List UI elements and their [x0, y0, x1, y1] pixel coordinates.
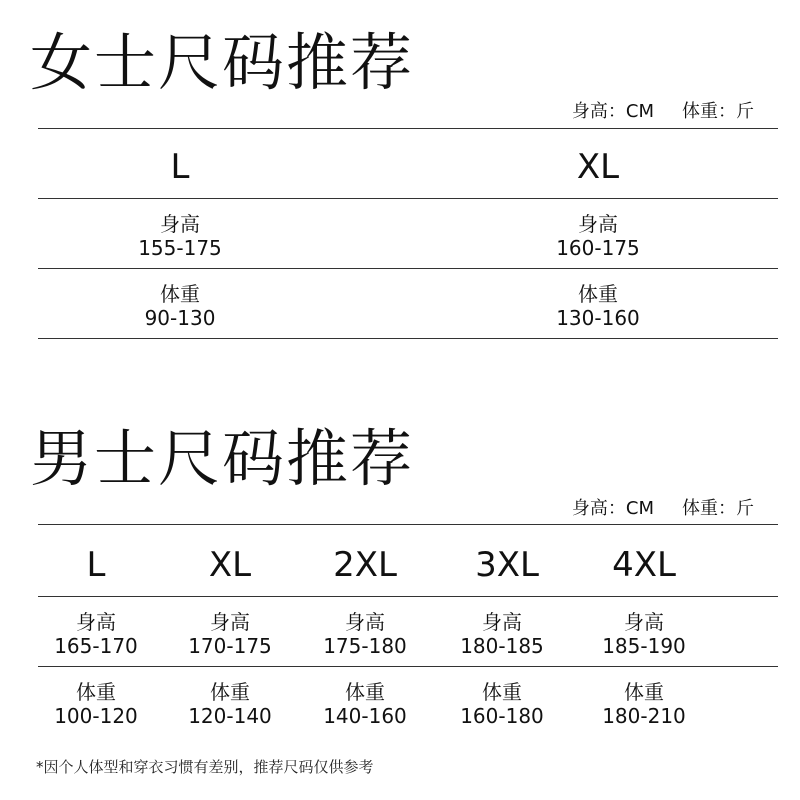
women-height-unit: 身高：CM	[571, 101, 654, 122]
men-3xl-height	[460, 610, 544, 658]
women-xl-height	[556, 212, 640, 260]
men-3xl-weight	[460, 680, 544, 728]
height-value: 160-175	[556, 236, 640, 260]
weight-value: 140-160	[323, 704, 407, 728]
height-label: 身高	[75, 610, 116, 634]
men-size-xl: XL	[208, 545, 252, 585]
height-label: 身高	[481, 610, 522, 634]
women-l-weight	[145, 282, 216, 330]
height-label: 身高	[577, 212, 618, 236]
weight-value: 100-120	[54, 704, 138, 728]
weight-label: 体重	[623, 680, 664, 704]
height-label: 身高	[159, 212, 200, 236]
weight-label: 体重	[209, 680, 250, 704]
women-size-xl: XL	[576, 147, 620, 187]
divider	[38, 268, 778, 269]
weight-label: 体重	[481, 680, 522, 704]
weight-value: 160-180	[460, 704, 544, 728]
women-section-title: 女士尺码推荐	[30, 26, 415, 99]
divider	[38, 198, 778, 199]
men-units	[572, 494, 754, 520]
weight-value: 130-160	[556, 306, 640, 330]
height-value: 170-175	[188, 634, 272, 658]
footnote: *因个人体型和穿衣习惯有差别，推荐尺码仅供参考	[36, 758, 374, 776]
men-height-unit: 身高：CM	[571, 498, 654, 519]
women-xl-weight	[556, 282, 640, 330]
men-l-weight	[54, 680, 138, 728]
men-section-title: 男士尺码推荐	[30, 422, 415, 495]
divider	[38, 338, 778, 339]
height-value: 185-190	[602, 634, 686, 658]
divider	[38, 524, 778, 525]
height-label: 身高	[623, 610, 664, 634]
women-weight-unit: 体重：斤	[682, 101, 754, 122]
men-size-4xl: 4XL	[612, 545, 676, 585]
divider	[38, 666, 778, 667]
weight-label: 体重	[577, 282, 618, 306]
men-size-3xl: 3XL	[475, 545, 539, 585]
weight-value: 180-210	[602, 704, 686, 728]
weight-value: 90-130	[144, 306, 216, 330]
height-label: 身高	[209, 610, 250, 634]
height-value: 175-180	[323, 634, 407, 658]
men-weight-unit: 体重：斤	[682, 498, 754, 519]
men-4xl-weight	[602, 680, 686, 728]
women-units	[572, 97, 754, 123]
weight-label: 体重	[75, 680, 116, 704]
men-xl-height	[188, 610, 272, 658]
weight-label: 体重	[160, 282, 200, 306]
divider	[38, 596, 778, 597]
height-value: 155-175	[138, 236, 222, 260]
women-size-l: L	[170, 147, 190, 187]
weight-label: 体重	[344, 680, 385, 704]
men-xl-weight	[188, 680, 272, 728]
height-value: 165-170	[54, 634, 138, 658]
men-l-height	[54, 610, 138, 658]
height-label: 身高	[344, 610, 385, 634]
men-size-l: L	[86, 545, 106, 585]
men-2xl-height	[323, 610, 407, 658]
height-value: 180-185	[460, 634, 544, 658]
weight-value: 120-140	[188, 704, 272, 728]
men-4xl-height	[602, 610, 686, 658]
women-l-height	[138, 212, 222, 260]
men-size-2xl: 2XL	[333, 545, 397, 585]
men-2xl-weight	[323, 680, 407, 728]
divider	[38, 128, 778, 129]
